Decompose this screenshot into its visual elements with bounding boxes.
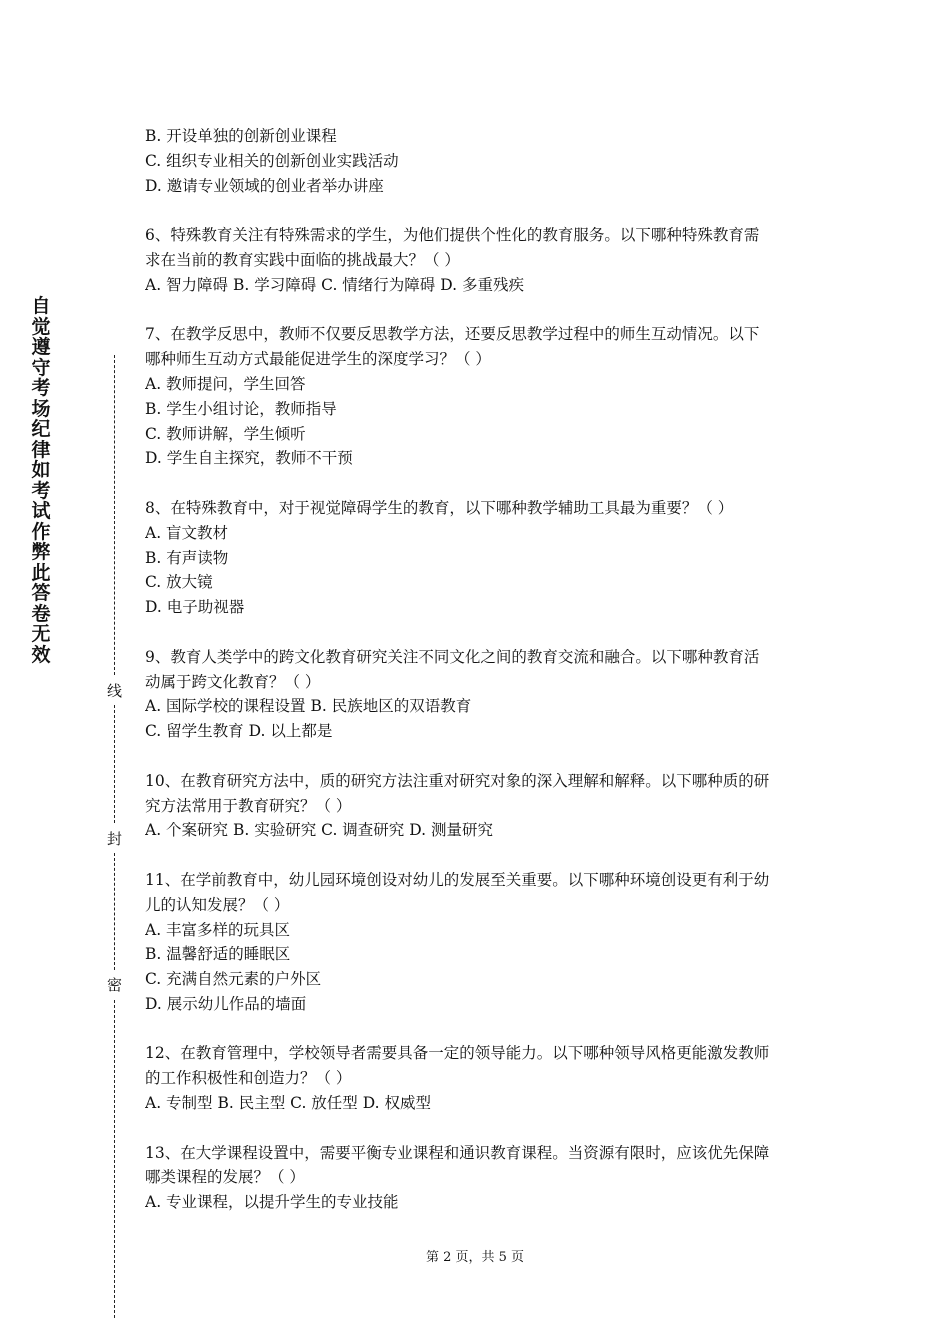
- binding-dashed-line: [114, 853, 115, 970]
- block-spacer: [145, 298, 810, 323]
- question-block: [145, 645, 810, 744]
- answer-option: A. 教师提问，学生回答: [145, 374, 306, 393]
- answer-option: C. 教师讲解，学生倾听: [145, 424, 306, 443]
- question-block: [145, 1141, 810, 1215]
- answer-option: C. 组织专业相关的创新创业实践活动: [145, 151, 399, 170]
- question-text: 儿的认知发展？（ ）: [145, 895, 290, 914]
- answer-option: B. 有声读物: [145, 548, 229, 567]
- question-text: 8、在特殊教育中，对于视觉障碍学生的教育，以下哪种教学辅助工具最为重要？（ ）: [145, 498, 734, 517]
- question-text: 究方法常用于教育研究？（ ）: [145, 796, 352, 815]
- block-spacer: [145, 471, 810, 496]
- binding-label-secret: 密: [107, 976, 123, 994]
- question-block: [145, 322, 810, 471]
- question-block: [145, 868, 810, 1017]
- answer-option: D. 学生自主探究，教师不干预: [145, 449, 353, 468]
- question-list: [145, 124, 810, 1215]
- question-block: [145, 769, 810, 843]
- answer-option: B. 开设单独的创新创业课程: [145, 127, 337, 145]
- question-block: [145, 1041, 810, 1115]
- question-block: [145, 124, 810, 198]
- question-text: 求在当前的教育实践中面临的挑战最大？（ ）: [145, 250, 460, 269]
- answer-option: C. 留学生教育 D. 以上都是: [145, 722, 333, 741]
- question-text: 11、在学前教育中，幼儿园环境创设对幼儿的发展至关重要。以下哪种环境创设更有利于幼: [145, 870, 770, 889]
- block-spacer: [145, 1017, 810, 1042]
- answer-option: C. 充满自然元素的户外区: [145, 970, 322, 989]
- question-text: 的工作积极性和创造力？（ ）: [145, 1069, 352, 1088]
- answer-option: A. 个案研究 B. 实验研究 C. 调查研究 D. 测量研究: [145, 821, 493, 840]
- block-spacer: [145, 620, 810, 645]
- question-text: 9、教育人类学中的跨文化教育研究关注不同文化之间的教育交流和融合。以下哪种教育活: [145, 647, 760, 666]
- question-text: 哪种师生互动方式最能促进学生的深度学习？（ ）: [145, 350, 491, 369]
- question-text: 哪类课程的发展？（ ）: [145, 1168, 305, 1187]
- question-block: [145, 496, 810, 620]
- question-text: 6、特殊教育关注有特殊需求的学生，为他们提供个性化的教育服务。以下哪种特殊教育需: [145, 226, 760, 245]
- question-text: 7、在教学反思中，教师不仅要反思教学方法，还要反思教学过程中的师生互动情况。以下: [145, 325, 760, 344]
- question-text: 10、在教育研究方法中，质的研究方法注重对研究对象的深入理解和解释。以下哪种质的研: [145, 771, 770, 790]
- answer-option: A. 丰富多样的玩具区: [145, 920, 291, 939]
- answer-option: A. 国际学校的课程设置 B. 民族地区的双语教育: [145, 697, 472, 716]
- answer-option: D. 邀请专业领域的创业者举办讲座: [145, 176, 384, 195]
- question-block: [145, 223, 810, 297]
- binding-dashed-line: [114, 1000, 115, 1318]
- question-text: 动属于跨文化教育？（ ）: [145, 672, 321, 691]
- answer-option: C. 放大镜: [145, 573, 213, 592]
- block-spacer: [145, 843, 810, 868]
- answer-option: B. 温馨舒适的睡眠区: [145, 945, 291, 964]
- answer-option: A. 盲文教材: [145, 523, 229, 542]
- block-spacer: [145, 198, 810, 223]
- binding-label-line: 线: [107, 682, 123, 700]
- binding-dashed-line: [114, 705, 115, 823]
- answer-option: A. 专制型 B. 民主型 C. 放任型 D. 权威型: [145, 1094, 431, 1113]
- binding-label-seal: 封: [107, 830, 123, 848]
- binding-dashed-line: [114, 355, 115, 675]
- block-spacer: [145, 744, 810, 769]
- exam-discipline-warning: 自觉遵守考场纪律如考试作弊此答卷无效: [31, 295, 51, 666]
- answer-option: A. 专业课程，以提升学生的专业技能: [145, 1193, 399, 1212]
- question-text: 13、在大学课程设置中，需要平衡专业课程和通识教育课程。当资源有限时，应该优先保障: [145, 1143, 770, 1162]
- answer-option: A. 智力障碍 B. 学习障碍 C. 情绪行为障碍 D. 多重残疾: [145, 275, 524, 294]
- question-text: 12、在教育管理中，学校领导者需要具备一定的领导能力。以下哪种领导风格更能激发教师: [145, 1044, 770, 1063]
- page-number: 第 2 页，共 5 页: [425, 1250, 525, 1265]
- answer-option: B. 学生小组讨论，教师指导: [145, 399, 337, 418]
- answer-option: D. 电子助视器: [145, 598, 245, 617]
- block-spacer: [145, 1116, 810, 1141]
- answer-option: D. 展示幼儿作品的墙面: [145, 994, 307, 1013]
